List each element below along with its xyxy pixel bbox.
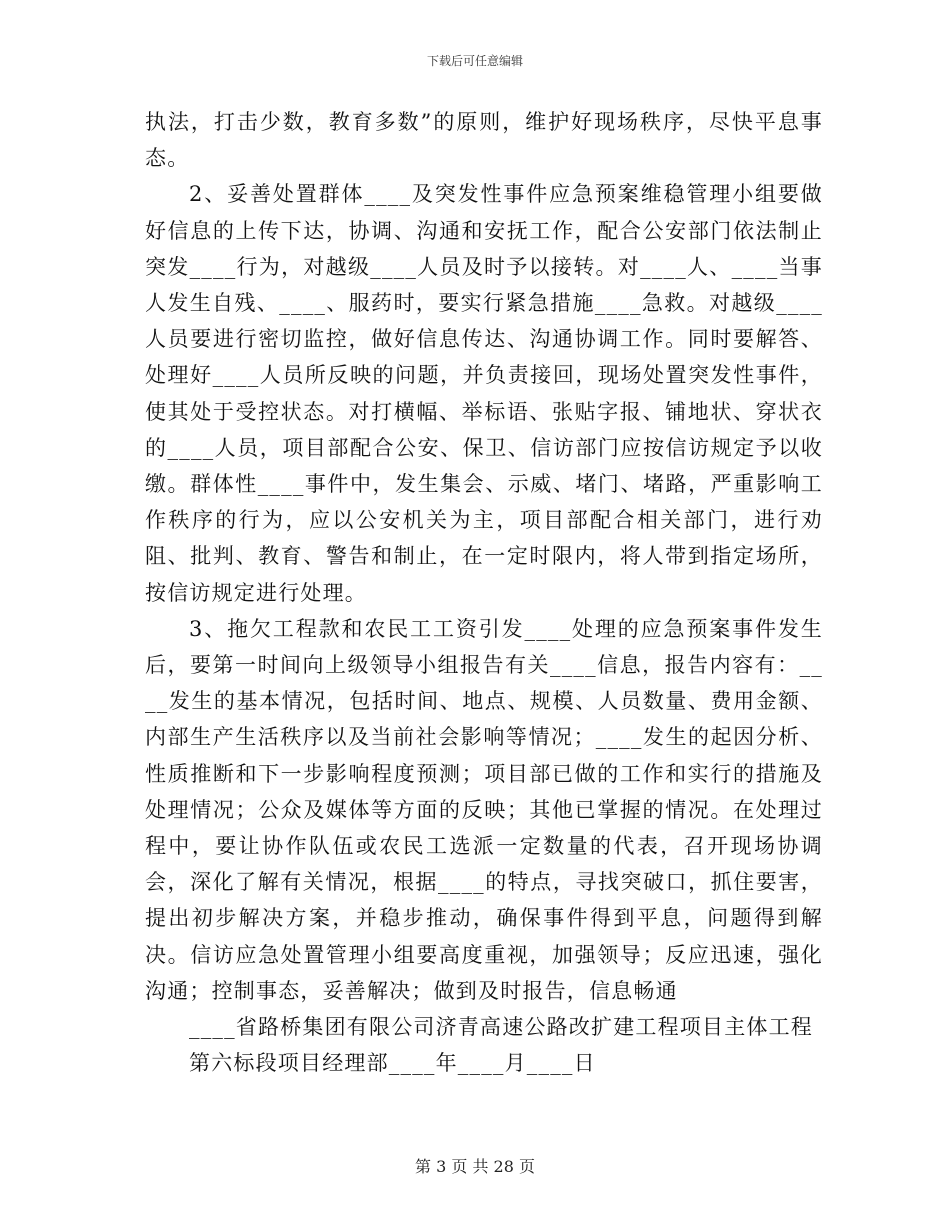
page-header: 下载后可任意编辑 xyxy=(426,54,523,68)
paragraph-item-2: 2、妥善处置群体____及突发性事件应急预案维稳管理小组要做好信息的上传下达，协调、沟通和安抚工作，配合公安部门依法制止突发____行为，对越级____人员及时予以接转。对____人、____当事人发生自残、____、服药时，要实行紧急措施____急救。对越级____人员要进行密切监控，做好信息传达、沟通协调工作。同时要解答、处理好____人员所反映的问题，并负责接回，现场处置突发性事件，使其处于受控状态。对打横幅、举标语、张贴字报、铺地状、穿状衣的____人员，项目部配合公安、保卫、信访部门应按信访规定予以收缴。群体性____事件中，发生集会、示威、堵门、堵路，严重影响工作秩序的行为，应以公安机关为主，项目部配合相关部门，进行劝阻、批判、教育、警告和制止，在一定时限内，将人带到指定场所，按信访规定进行处理。 xyxy=(145,182,823,605)
signature-organization: ____省路桥集团有限公司济青高速公路改扩建工程项目主体工程 xyxy=(189,1015,813,1040)
document-body xyxy=(145,104,823,1081)
paragraph-continuation: 执法，打击少数，教育多数”的原则，维护好现场秩序，尽快平息事态。 xyxy=(145,110,823,171)
page-number: 第 3 页 共 28 页 xyxy=(415,1157,535,1176)
paragraph-item-3: 3、拖欠工程款和农民工工资引发____处理的应急预案事件发生后，要第一时间向上级领导小组报告有关____信息，报告内容有：____发生的基本情况，包括时间、地点、规模、人员数量、费用金额、内部生产生活秩序以及当前社会影响等情况；____发生的起因分析、性质推断和下一步影响程度预测；项目部已做的工作和实行的措施及处理情况；公众及媒体等方面的反映；其他已掌握的情况。在处理过程中，要让协作队伍或农民工选派一定数量的代表，召开现场协调会，深化了解有关情况，根据____的特点，寻找突破口，抓住要害，提出初步解决方案，并稳步推动，确保事件得到平息，问题得到解决。信访应急处置管理小组要高度重视，加强领导；反应迅速，强化沟通；控制事态，妥善解决；做到及时报告，信息畅通 xyxy=(145,616,823,1003)
signature-date: 第六标段项目经理部____年____月____日 xyxy=(189,1051,596,1076)
